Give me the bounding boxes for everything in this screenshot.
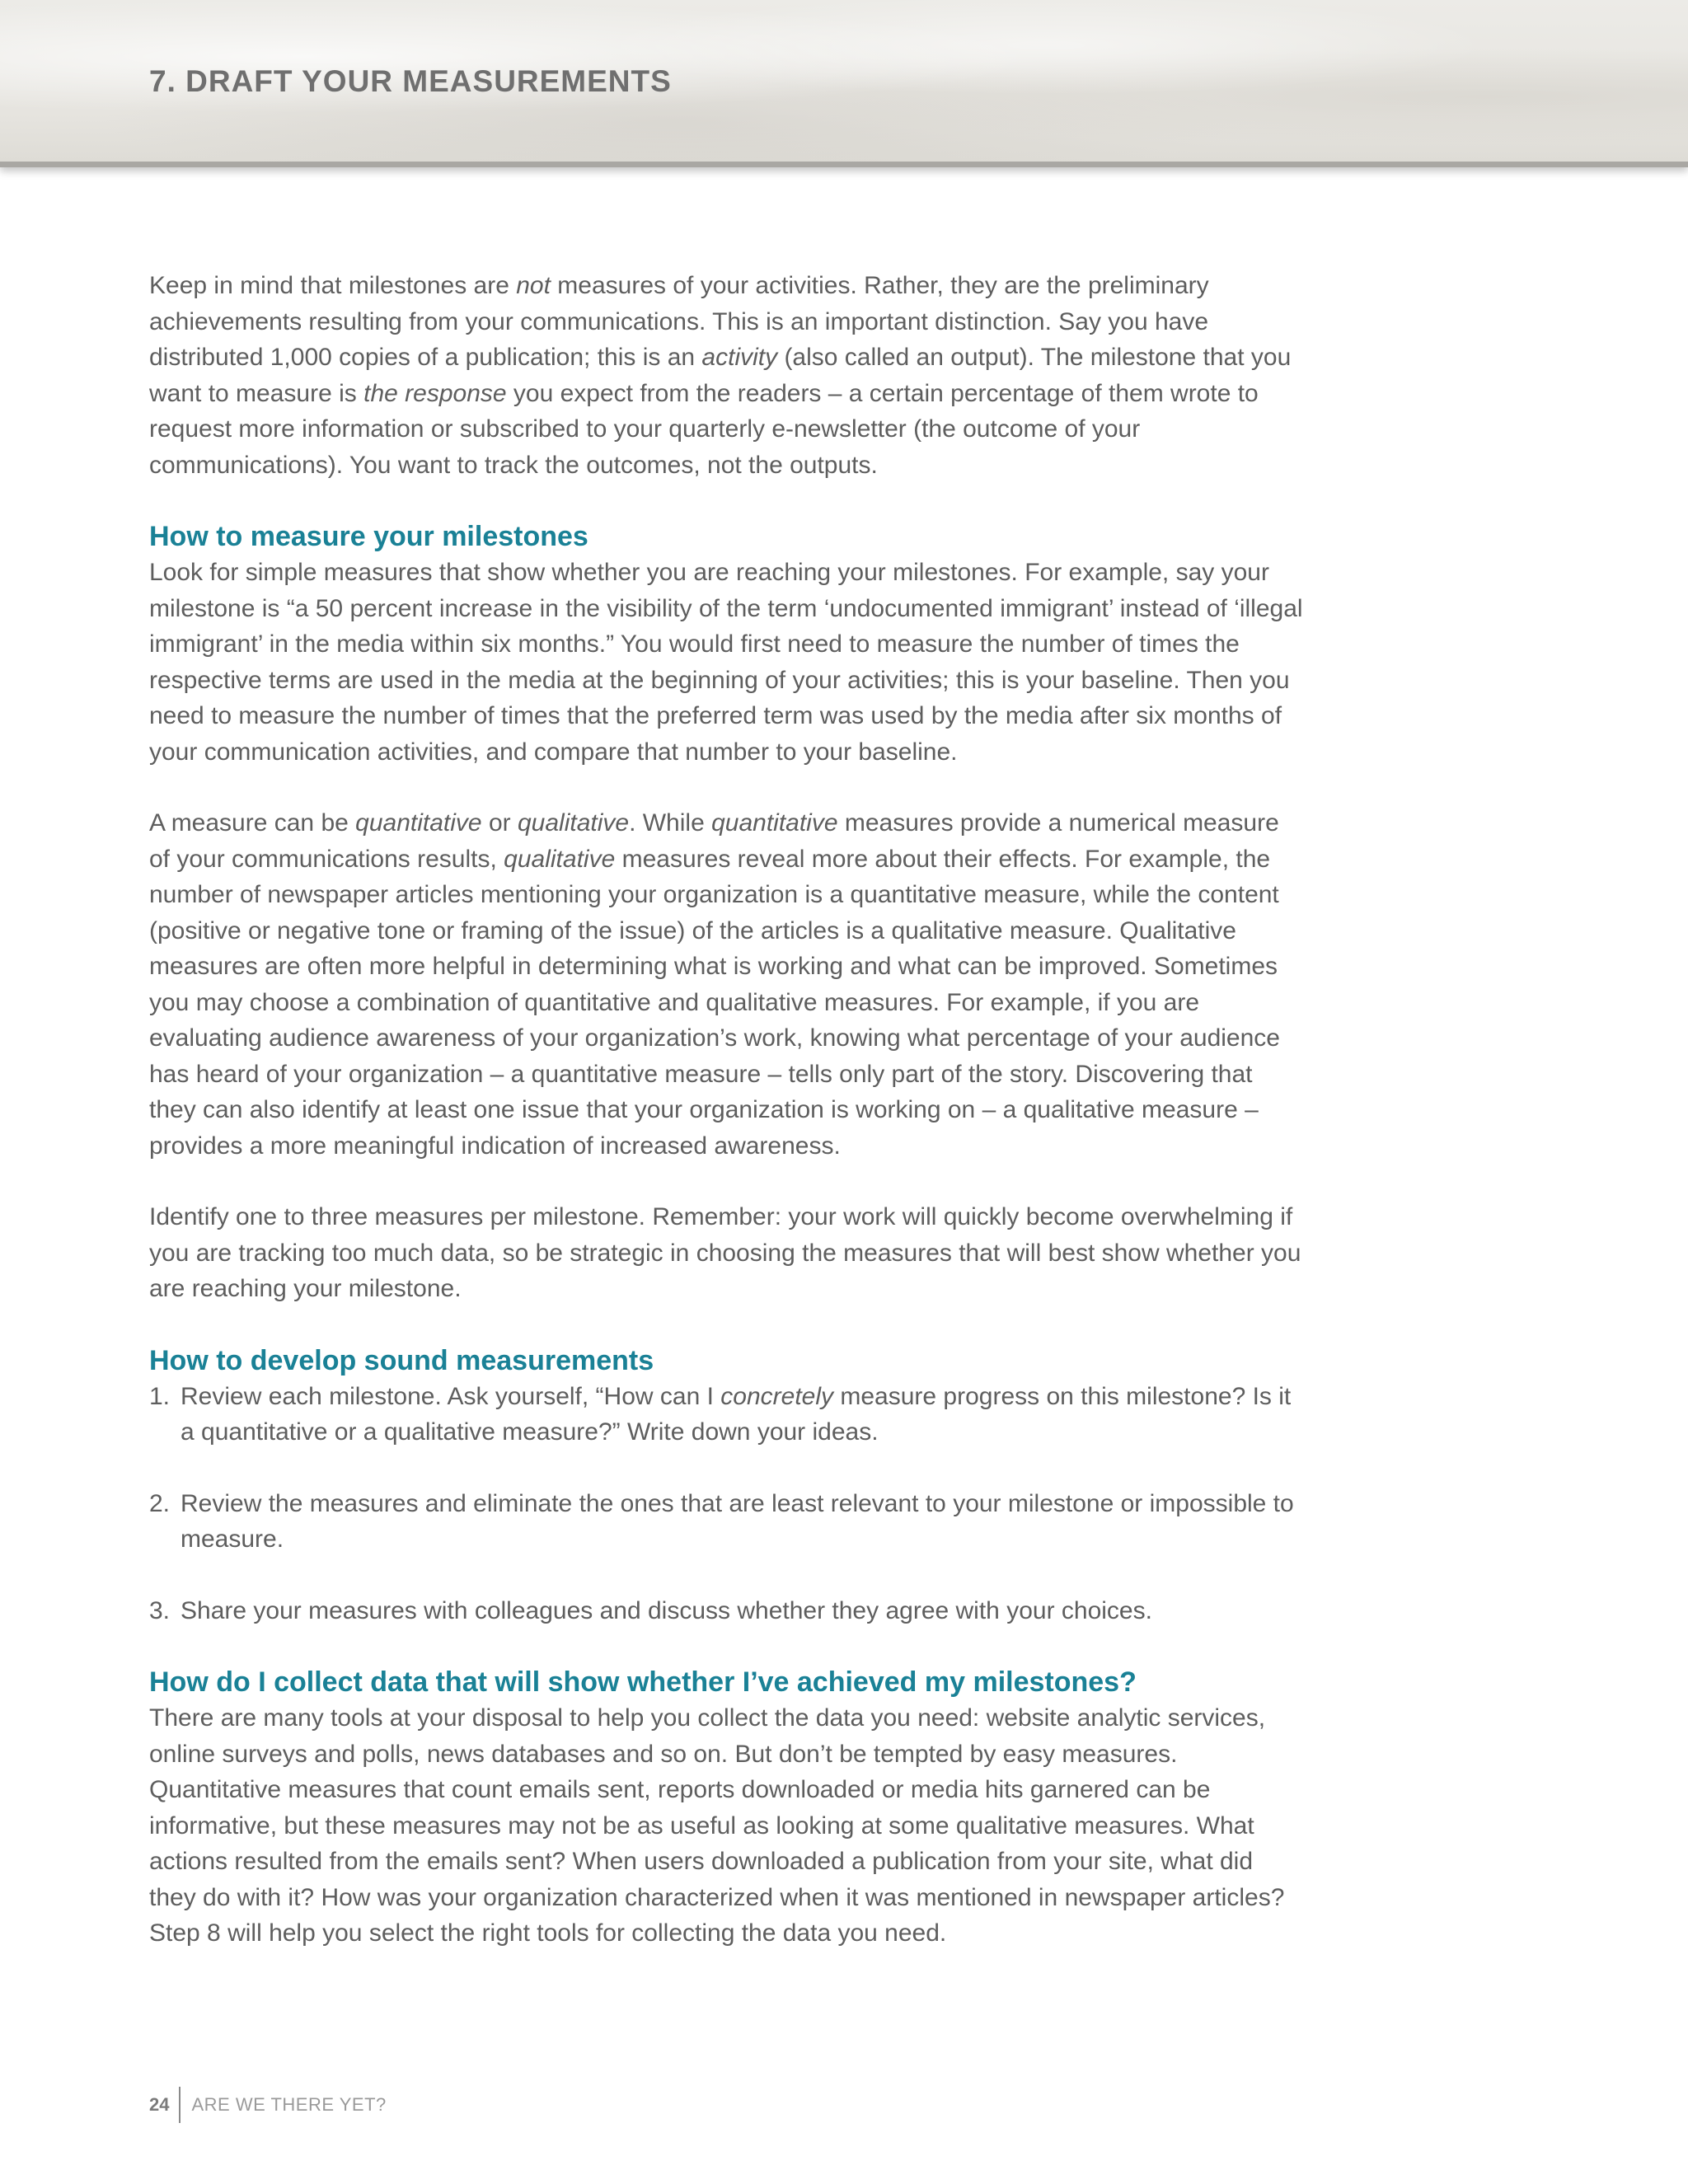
text-run: Share your measures with colleagues and discuss whether they agree with your choices. bbox=[181, 1596, 1152, 1624]
section1-paragraph-2 bbox=[149, 805, 1303, 1164]
text-run: A measure can be bbox=[149, 809, 356, 837]
text-run: Review each milestone. Ask yourself, “How can I bbox=[181, 1382, 721, 1410]
list-number: 1. bbox=[149, 1382, 171, 1410]
list-item bbox=[149, 1486, 1303, 1558]
text-run: Review the measures and eliminate the ones that are least relevant to your milestone or impossible to measure. bbox=[181, 1489, 1294, 1553]
page-title: 7. DRAFT YOUR MEASUREMENTS bbox=[149, 64, 672, 98]
emphasis-text: concretely bbox=[720, 1382, 834, 1410]
text-run: measures provide a numerical measure of your communications results, bbox=[149, 809, 1279, 873]
emphasis-text: qualitative bbox=[517, 809, 630, 837]
section-heading-develop-measurements: How to develop sound measurements bbox=[149, 1344, 654, 1376]
header-band bbox=[0, 0, 1688, 167]
text-run: Keep in mind that milestones are bbox=[149, 272, 517, 299]
intro-paragraph bbox=[149, 268, 1303, 483]
steps-list bbox=[149, 1379, 1303, 1629]
text-run: . While bbox=[629, 809, 712, 837]
section-heading-collect-data: How do I collect data that will show whether I’ve achieved my milestones? bbox=[149, 1666, 1137, 1698]
text-run: measures reveal more about their effects. For example, the number of newspaper articles mentioning your organization is a quantitative measure, while the content (positive or negative tone or framing of the issue) of the articles is a qualitative measure. Qualitative measures are often more helpful in determining what is working and what can be improved. Sometimes you may choose a combination of quantitative and qualitative measures. For example, if you are evaluating audience awareness of your organization’s work, knowing what percentage of your audience has heard of your organization – a quantitative measure – tells only part of the story. Discovering that they can also identify at least one issue that your organization is working on – a qualitative measure – provides a more meaningful indication of increased awareness. bbox=[149, 845, 1280, 1160]
list-number: 2. bbox=[149, 1489, 171, 1517]
emphasis-text: qualitative bbox=[504, 845, 616, 873]
text-run: (also called an output). The milestone that you want to measure is bbox=[149, 344, 1292, 407]
publication-title: ARE WE THERE YET? bbox=[191, 2094, 387, 2115]
emphasis-text: not bbox=[516, 272, 551, 299]
text-run: measures of your activities. Rather, they are the preliminary achievements resulting from your communications. This is an important distinction. Say you have distributed 1,000 copies of a publication; this is an bbox=[149, 272, 1209, 371]
main-content bbox=[149, 268, 1303, 1987]
page-footer bbox=[149, 2087, 387, 2123]
emphasis-text: the response bbox=[363, 379, 507, 407]
text-run: measure progress on this milestone? Is it a quantitative or a qualitative measure?” Write down your ideas. bbox=[181, 1382, 1292, 1446]
section1-paragraph-3: Identify one to three measures per milestone. Remember: your work will quickly become overwhelming if you are tracking too much data, so be strategic in choosing the measures that will best show whether you are reaching your milestone. bbox=[149, 1203, 1301, 1302]
list-item bbox=[149, 1379, 1303, 1451]
text-run: you expect from the readers – a certain percentage of them wrote to request more information or subscribed to your quarterly e-newsletter (the outcome of your communications). You want to track the outcomes, not the outputs. bbox=[149, 379, 1259, 479]
footer-divider bbox=[179, 2087, 181, 2123]
list-item bbox=[149, 1593, 1303, 1629]
emphasis-text: quantitative bbox=[711, 809, 838, 837]
section-heading-measure-milestones: How to measure your milestones bbox=[149, 521, 588, 552]
section1-paragraph-1: Look for simple measures that show whether you are reaching your milestones. For example, say your milestone is “a 50 percent increase in the visibility of the term ‘undocumented immigrant’ instead of ‘illegal immigrant’ in the media within six months.” You would first need to measure the number of times the respective terms are used in the media at the beginning of your activities; this is your baseline. Then you need to measure the number of times that the preferred term was used by the media after six months of your communication activities, and compare that number to your baseline. bbox=[149, 559, 1303, 766]
list-number: 3. bbox=[149, 1596, 171, 1624]
emphasis-text: activity bbox=[701, 344, 778, 371]
page-number: 24 bbox=[149, 2094, 170, 2115]
emphasis-text: quantitative bbox=[355, 809, 482, 837]
text-run: or bbox=[481, 809, 518, 837]
section3-paragraph: There are many tools at your disposal to help you collect the data you need: website analytic services, online surveys and polls, news databases and so on. But don’t be tempted by easy measures. Quantitative measures that count emails sent, reports downloaded or media hits garnered can be informative, but these measures may not be as useful as looking at some qualitative measures. What actions resulted from the emails sent? When users downloaded a publication from your site, what did they do with it? How was your organization characterized when it was mentioned in newspaper articles? Step 8 will help you select the right tools for collecting the data you need. bbox=[149, 1704, 1285, 1947]
